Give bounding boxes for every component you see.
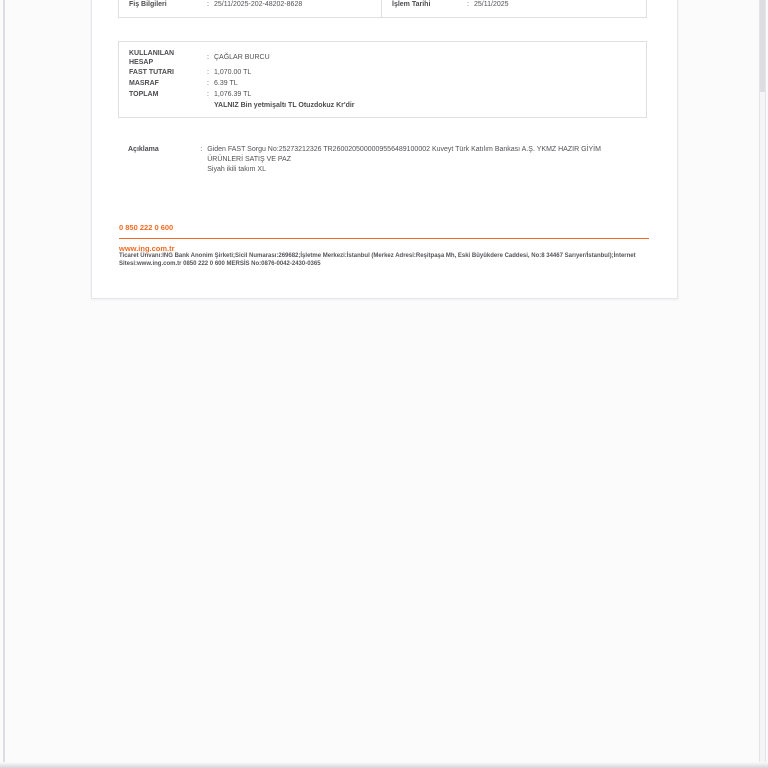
fast-amount-value: 1,070.00 TL <box>214 68 252 76</box>
amount-row-account <box>129 49 646 67</box>
description-label: Açıklama <box>128 146 159 153</box>
amount-row-total <box>129 89 646 100</box>
amounts-box <box>118 41 647 118</box>
colon-separator: : <box>207 1 209 8</box>
total-value: 1,076.39 TL <box>214 90 252 98</box>
vertical-scrollbar[interactable] <box>759 0 766 766</box>
colon-separator: : <box>207 68 209 76</box>
website-link: www.ing.com.tr <box>119 244 175 253</box>
legal-text: Ticaret Ünvanı:ING Bank Anonim Şirketi;Sicil Numarası:269682;İşletme Merkezi:İstanbul (Merkez Adresi:Reşitpaşa Mh, Eski Büyükdere Caddesi, No:8 34467 Sarıyer/İstanbul);İnternet Sitesi:www.ing.com.tr 0850 222 0 600 MERSİS No:0876-0042-2430-0365 <box>119 253 636 267</box>
colon-separator: : <box>200 146 203 153</box>
colon-separator: : <box>207 79 209 87</box>
transaction-date-label: İşlem Tarihi <box>392 1 431 8</box>
total-label: TOPLAM <box>129 91 159 98</box>
amount-in-words: YALNIZ Bin yetmişaltı TL Otuzdokuz Kr'dir <box>214 101 355 109</box>
amount-in-words-row <box>129 100 646 111</box>
description-note: Siyah ikili takım XL <box>207 166 266 173</box>
amount-row-fast-amount <box>129 67 646 78</box>
colon-separator: : <box>207 90 209 98</box>
transaction-date-cell <box>382 0 646 17</box>
fast-amount-label: FAST TUTARI <box>129 69 174 76</box>
receipt-no-cell <box>119 0 382 17</box>
receipt-no-value: 25/11/2025-202-48202-8628 <box>214 1 303 8</box>
transaction-date-value: 25/11/2025 <box>474 1 509 8</box>
receipt-document <box>91 0 678 299</box>
receipt-info-box <box>118 0 647 18</box>
account-value: ÇAĞLAR BURCU <box>214 54 270 61</box>
description-text: Giden FAST Sorgu No:25273212326 TR2600205000009556489100002 Kuveyt Türk Katılım Bankası A.Ş. YKMZ HAZIR GİYİM ÜRÜNLERİ SATIŞ VE PAZ <box>207 146 601 163</box>
footer-divider <box>119 238 649 239</box>
description-value <box>200 145 611 175</box>
account-label: KULLANILAN HESAP <box>129 50 175 66</box>
colon-separator: : <box>467 1 469 8</box>
receipt-no-label: Fiş Bilgileri <box>129 1 167 8</box>
colon-separator: : <box>207 54 209 61</box>
support-phone: 0 850 222 0 600 <box>119 223 174 232</box>
scrollbar-thumb[interactable] <box>760 0 765 92</box>
description-section <box>128 145 611 175</box>
amount-row-fee <box>129 78 646 89</box>
panel-bottom-edge <box>0 762 768 768</box>
fee-value: 6.39 TL <box>214 79 238 87</box>
fee-label: MASRAF <box>129 80 159 87</box>
panel-left-edge <box>3 0 5 768</box>
